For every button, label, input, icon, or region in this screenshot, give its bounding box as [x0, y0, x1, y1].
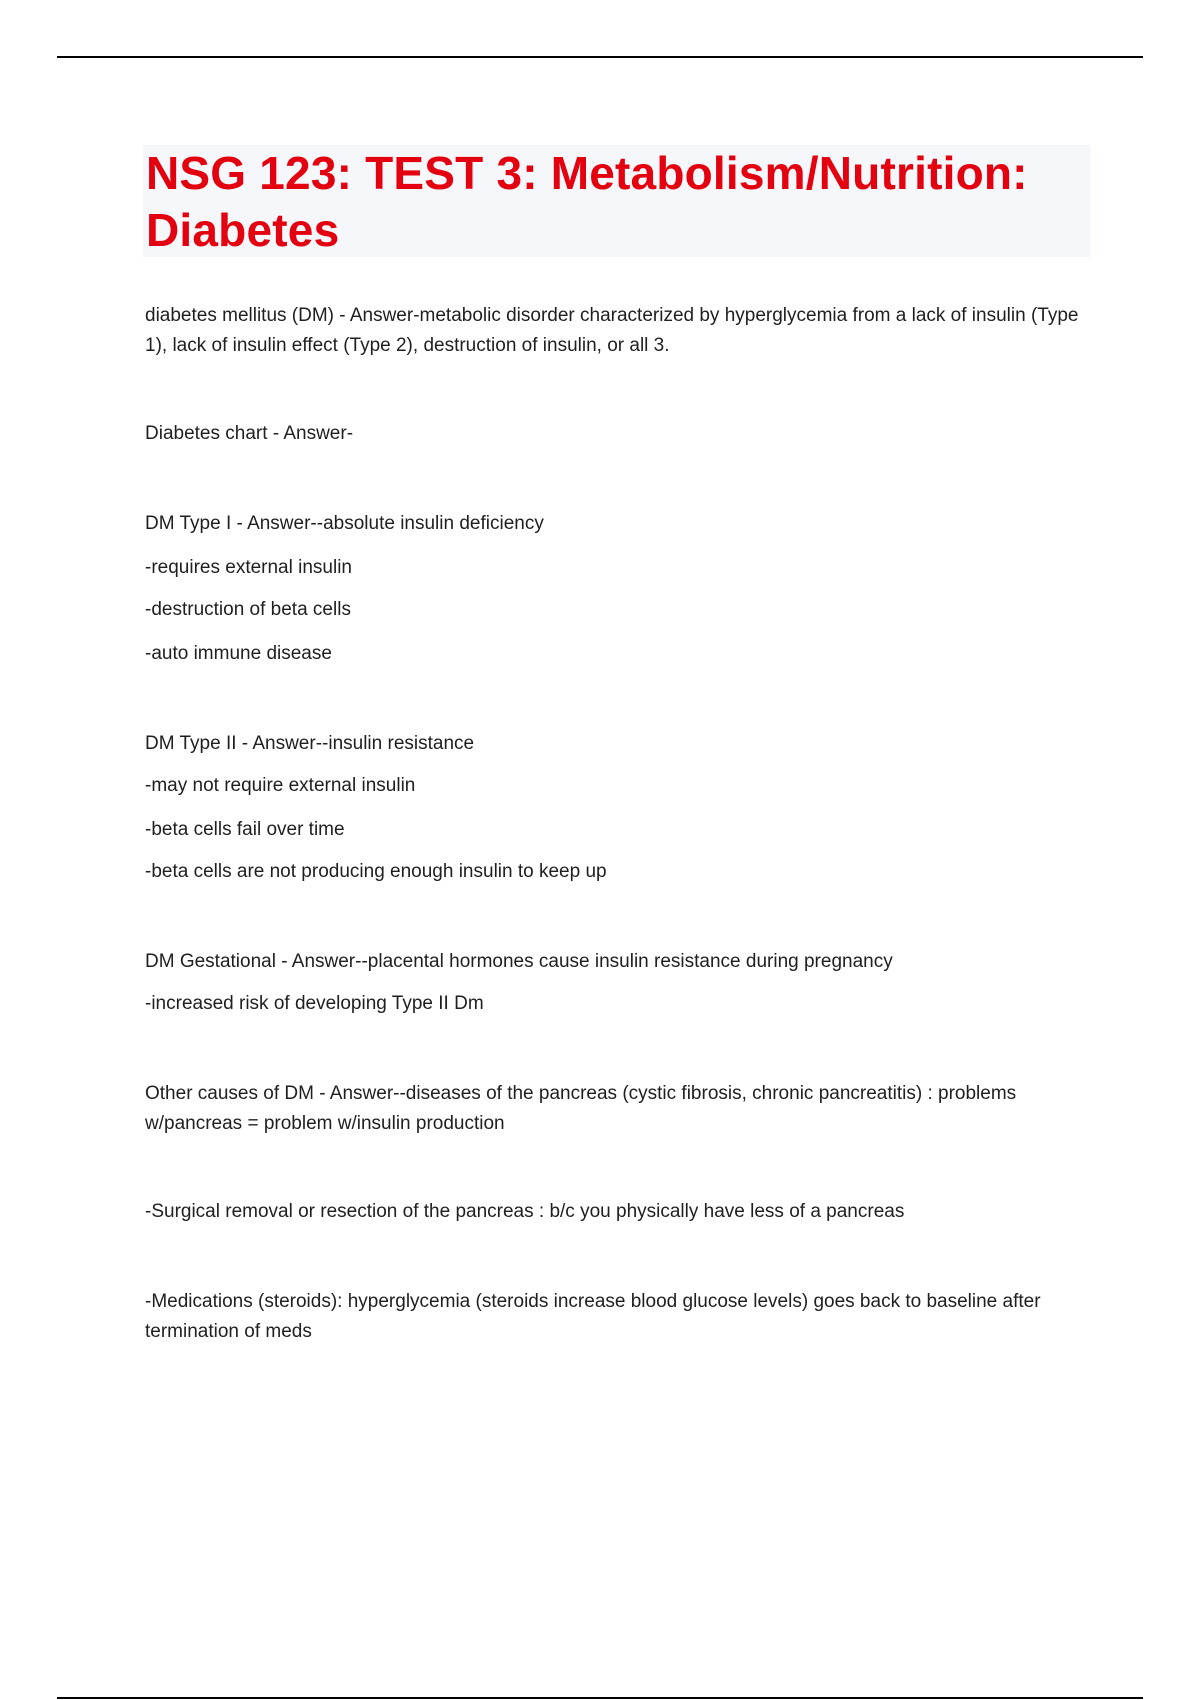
bullet-dm-type-2-3: -beta cells are not producing enough insulin to keep up [145, 861, 607, 882]
document-body [145, 301, 1085, 1347]
entry-surgical-removal: -Surgical removal or resection of the pancreas : b/c you physically have less of a pancreas [145, 1201, 905, 1222]
bullet-dm-type-1-1: -requires external insulin [145, 557, 352, 578]
entry-dm-type-1: DM Type I - Answer--absolute insulin deficiency [145, 513, 544, 534]
bullet-dm-type-2-1: -may not require external insulin [145, 775, 416, 796]
bullet-dm-gestational-1: -increased risk of developing Type II Dm [145, 993, 484, 1014]
entry-other-causes: Other causes of DM - Answer--diseases of the pancreas (cystic fibrosis, chronic pancreatitis) : problems w/pancreas = problem w/insulin production [145, 1083, 1017, 1134]
entry-medications: -Medications (steroids): hyperglycemia (steroids increase blood glucose levels) goes back to baseline after termination of meds [145, 1291, 1041, 1342]
entry-dm-type-2: DM Type II - Answer--insulin resistance [145, 733, 475, 754]
entry-diabetes-chart: Diabetes chart - Answer- [145, 423, 354, 444]
title-block [143, 145, 1091, 257]
top-rule [57, 56, 1143, 58]
entry-diabetes-mellitus: diabetes mellitus (DM) - Answer-metabolic disorder characterized by hyperglycemia from a lack of insulin (Type 1), lack of insulin effect (Type 2), destruction of insulin, or all 3. [145, 305, 1079, 356]
entry-dm-gestational: DM Gestational - Answer--placental hormones cause insulin resistance during pregnancy [145, 951, 893, 972]
bottom-rule [57, 1697, 1143, 1699]
bullet-dm-type-1-2: -destruction of beta cells [145, 599, 351, 620]
bullet-dm-type-1-3: -auto immune disease [145, 643, 332, 664]
bullet-dm-type-2-2: -beta cells fail over time [145, 819, 345, 840]
page-title: NSG 123: TEST 3: Metabolism/Nutrition: Diabetes [146, 147, 1028, 256]
